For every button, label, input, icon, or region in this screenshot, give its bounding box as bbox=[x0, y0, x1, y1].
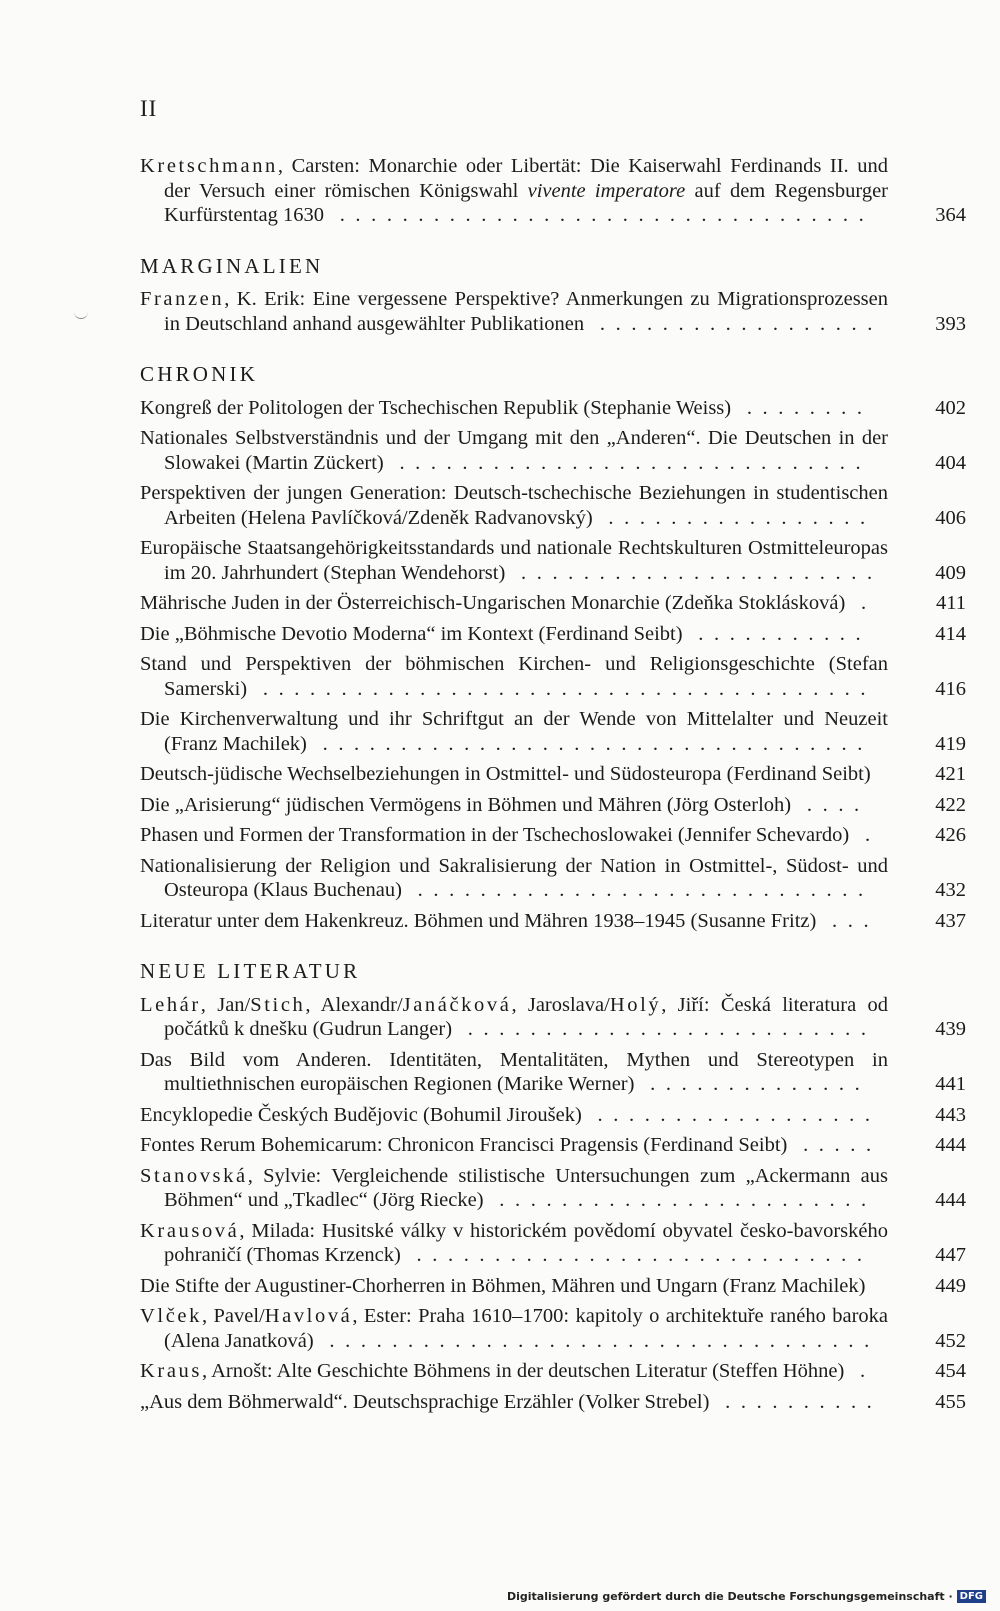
entry-title bbox=[140, 1360, 876, 1382]
entry-title bbox=[140, 763, 871, 785]
toc-entry[interactable] bbox=[140, 1048, 966, 1097]
toc-entry[interactable] bbox=[140, 707, 966, 756]
dfg-logo: DFG bbox=[957, 1590, 986, 1603]
dot-leader: .............. bbox=[634, 1073, 871, 1095]
dot-leader: ........................ bbox=[483, 1189, 877, 1211]
entry-text: Das Bild vom Anderen. Identitäten, Mentalitäten, Mythen und Stereotypen in multiethnischen europäischen Regionen (Marike Werner) bbox=[140, 1048, 888, 1095]
entry-text: Die „Arisierung“ jüdischen Vermögens in Böhmen und Mähren (Jörg Osterloh) bbox=[140, 793, 792, 816]
entry-page-number: 409 bbox=[935, 561, 966, 584]
entry-page-number: 364 bbox=[935, 204, 966, 226]
toc-entry[interactable] bbox=[140, 1390, 966, 1415]
entry-text: vivente imperatore bbox=[527, 179, 686, 202]
entry-page-number: 393 bbox=[935, 312, 966, 335]
entry-title bbox=[140, 1134, 882, 1156]
toc-entry[interactable] bbox=[140, 426, 966, 475]
toc-entry[interactable] bbox=[140, 1103, 966, 1128]
toc-entry[interactable] bbox=[140, 591, 966, 616]
dot-leader: ....................................... bbox=[247, 677, 877, 700]
entry-text: Nationalisierung der Religion und Sakralisierung der Nation in Ostmittel-, Südost- und Osteuropa (Klaus Buchenau) bbox=[140, 854, 888, 901]
entry-text: , Pavel/ bbox=[201, 1305, 265, 1327]
entry-page-number: 447 bbox=[935, 1244, 966, 1266]
entry-page-number: 444 bbox=[935, 1189, 966, 1211]
entry-author: Lehár bbox=[140, 993, 201, 1016]
entry-text: Die „Böhmische Devotio Moderna“ im Kontext (Ferdinand Seibt) bbox=[140, 622, 683, 645]
toc-entry[interactable] bbox=[140, 481, 966, 530]
entry-text: , Ester: Praha 1610–1700: kapitoly o architektuře raného baroka (Alena Janatková) bbox=[164, 1305, 888, 1352]
toc-entry[interactable] bbox=[140, 1219, 966, 1268]
entry-text: , Milada: Husitské války v historickém povědomí obyvatel česko-bavorského pohraničí (Thomas Krzenck) bbox=[164, 1219, 888, 1266]
dot-leader: ................. bbox=[592, 506, 876, 529]
entry-text: Stand und Perspektiven der böhmischen Kirchen- und Religionsgeschichte (Stefan Samerski) bbox=[140, 653, 888, 700]
entry-page-number: 439 bbox=[935, 1018, 966, 1040]
entry-text: Literatur unter dem Hakenkreuz. Böhmen und Mähren 1938–1945 (Susanne Fritz) bbox=[140, 909, 817, 932]
entry-page-number: 437 bbox=[935, 909, 966, 932]
entry-text: Die Stifte der Augustiner-Chorherren in Böhmen, Mähren und Ungarn (Franz Machilek) bbox=[140, 1274, 866, 1297]
dot-leader: ... bbox=[816, 909, 880, 932]
dot-leader: ........... bbox=[682, 622, 872, 645]
entry-author: Stich bbox=[250, 993, 306, 1016]
entry-title bbox=[140, 994, 888, 1041]
entry-title bbox=[140, 288, 888, 335]
entry-page-number: 454 bbox=[935, 1360, 966, 1382]
entry-page-number: 452 bbox=[935, 1329, 966, 1352]
entry-author: Krausová bbox=[140, 1219, 240, 1242]
toc-entry[interactable] bbox=[140, 1359, 966, 1384]
entry-title bbox=[140, 537, 888, 584]
entry-text: , Jaroslava/ bbox=[511, 993, 610, 1016]
entry-page-number: 411 bbox=[936, 592, 966, 614]
entry-title bbox=[140, 427, 888, 474]
dot-leader: ................................... bbox=[313, 1329, 880, 1352]
dot-leader: ....................... bbox=[505, 561, 883, 584]
dot-leader: ................................... bbox=[306, 732, 873, 755]
entry-text: Die Kirchenverwaltung und ihr Schriftgut an der Wende von Mittelalter und Neuzeit (Franz Machilek) bbox=[140, 708, 888, 755]
entry-title bbox=[140, 910, 879, 932]
toc-entry[interactable] bbox=[140, 1133, 966, 1158]
toc-entry[interactable] bbox=[140, 287, 966, 336]
dot-leader: . bbox=[844, 1360, 876, 1382]
entry-page-number: 416 bbox=[935, 677, 966, 700]
entry-page-number: 422 bbox=[935, 793, 966, 816]
entry-text: , K. Erik: Eine vergessene Perspektive? Anmerkungen zu Migrationsprozessen in Deutschland anhand ausgewählter Publikationen bbox=[164, 288, 888, 335]
entry-text: Fontes Rerum Bohemicarum: Chronicon Francisci Pragensis (Ferdinand Seibt) bbox=[140, 1134, 788, 1156]
entry-text: , Jiří: Česká literatura od počátků k dnešku (Gudrun Langer) bbox=[164, 993, 888, 1040]
entry-author: Franzen bbox=[140, 288, 225, 310]
entry-title bbox=[140, 155, 888, 226]
entry-title bbox=[140, 1220, 888, 1267]
entry-text: , Alexandr/ bbox=[305, 993, 403, 1016]
entry-text: , Carsten: Monarchie oder Libertät: Die Kaiserwahl Ferdinands II. und der Versuch einer römischen Königswahl bbox=[164, 155, 888, 202]
toc-entry[interactable] bbox=[140, 854, 966, 903]
toc-entry[interactable] bbox=[140, 1304, 966, 1353]
entry-text: Europäische Staatsangehörigkeitsstandards und nationale Rechtskulturen Ostmitteleuropas im 20. Jahrhundert (Stephan Wendehorst) bbox=[140, 537, 888, 584]
toc-entry[interactable] bbox=[140, 536, 966, 585]
toc-entry[interactable] bbox=[140, 1164, 966, 1213]
entry-page-number: 444 bbox=[935, 1134, 966, 1156]
entry-title bbox=[140, 855, 888, 902]
entry-page-number: 449 bbox=[935, 1274, 966, 1297]
entry-text: Nationales Selbstverständnis und der Umgang mit den „Anderen“. Die Deutschen in der Slowakei (Martin Zückert) bbox=[140, 427, 888, 474]
entry-page-number: 402 bbox=[935, 396, 966, 419]
entry-text: Deutsch-jüdische Wechselbeziehungen in Ostmittel- und Südosteuropa (Ferdinand Seibt) bbox=[140, 763, 871, 785]
entry-text: Kongreß der Politologen der Tschechischen Republik (Stephanie Weiss) bbox=[140, 396, 732, 419]
entry-title bbox=[140, 623, 871, 645]
entry-page-number: 426 bbox=[935, 824, 966, 846]
toc-entry[interactable] bbox=[140, 1274, 966, 1299]
digitization-footer bbox=[507, 1590, 986, 1603]
entry-page-number: 406 bbox=[935, 506, 966, 529]
entry-title bbox=[140, 592, 877, 614]
entry-title bbox=[140, 397, 873, 419]
footer-text: Digitalisierung gefördert durch die Deutsche Forschungsgemeinschaft · bbox=[506, 1590, 953, 1603]
entry-title bbox=[140, 824, 881, 846]
entry-page-number: 443 bbox=[935, 1103, 966, 1126]
section-heading: CHRONIK bbox=[140, 362, 259, 386]
dot-leader: .......... bbox=[709, 1390, 883, 1413]
entry-text: auf dem Regensburger Kurfürstentag 1630 bbox=[164, 179, 888, 226]
toc-entry[interactable] bbox=[140, 652, 966, 701]
entry-page-number: 432 bbox=[935, 879, 966, 901]
entry-text: Perspektiven der jungen Generation: Deutsch-tschechische Beziehungen in studentischen Arbeiten (Helena Pavlíčková/Zdeněk Radvanovský) bbox=[140, 482, 888, 529]
toc-entry[interactable] bbox=[140, 154, 966, 228]
toc-entry[interactable] bbox=[140, 622, 966, 647]
entry-title bbox=[140, 1104, 881, 1126]
entry-title bbox=[140, 708, 888, 755]
section-heading: MARGINALIEN bbox=[140, 253, 324, 278]
entry-text: „Aus dem Böhmerwald“. Deutschsprachige Erzähler (Volker Strebel) bbox=[140, 1390, 710, 1413]
toc-entry[interactable] bbox=[140, 909, 966, 934]
entry-title bbox=[140, 1275, 865, 1297]
entry-author: Holý bbox=[609, 993, 662, 1016]
toc-entry[interactable] bbox=[140, 396, 966, 421]
entry-text: Mährische Juden in der Österreichisch-Ungarischen Monarchie (Zdeňka Stoklásková) bbox=[140, 592, 846, 614]
entry-title bbox=[140, 653, 888, 700]
entry-text: , Jan/ bbox=[200, 993, 251, 1016]
entry-text: Phasen und Formen der Transformation in der Tschechoslowakei (Jennifer Schevardo) bbox=[140, 824, 850, 846]
dot-leader: .... bbox=[791, 793, 870, 816]
entry-text: , Arnošt: Alte Geschichte Böhmens in der deutschen Literatur (Steffen Höhne) bbox=[201, 1360, 845, 1382]
entry-page-number: 404 bbox=[935, 451, 966, 474]
toc-entry[interactable] bbox=[140, 993, 966, 1042]
dot-leader: . bbox=[849, 824, 881, 846]
toc-entry[interactable] bbox=[140, 823, 966, 848]
entry-page-number: 441 bbox=[935, 1073, 966, 1095]
entry-author: Vlček bbox=[140, 1305, 202, 1327]
entry-author: Janáčková bbox=[402, 993, 512, 1016]
toc-entry[interactable] bbox=[140, 762, 966, 787]
dot-leader: .................................. bbox=[323, 204, 875, 226]
dot-leader: ........ bbox=[731, 396, 873, 419]
entry-author: Stanovská bbox=[140, 1164, 248, 1187]
entry-text: , Sylvie: Vergleichende stilistische Untersuchungen zum „Ackermann aus Böhmen“ und „Tkadlec“ (Jörg Riecke) bbox=[164, 1164, 888, 1211]
entry-author: Kraus bbox=[140, 1360, 202, 1382]
dot-leader: ............................. bbox=[401, 879, 874, 901]
dot-leader: .................. bbox=[581, 1103, 881, 1126]
section-heading: NEUE LITERATUR bbox=[140, 959, 361, 983]
entry-title bbox=[140, 1305, 888, 1352]
toc-entry[interactable] bbox=[140, 793, 966, 818]
entry-title bbox=[140, 1165, 888, 1212]
entry-title bbox=[140, 1049, 888, 1096]
entry-title bbox=[140, 482, 888, 529]
page-number: II bbox=[140, 96, 158, 121]
dot-leader: .................. bbox=[584, 312, 883, 335]
table-of-contents bbox=[140, 154, 966, 1420]
entry-title bbox=[140, 1391, 882, 1413]
entry-page-number: 414 bbox=[935, 622, 966, 645]
entry-author: Kretschmann bbox=[140, 155, 278, 177]
entry-title bbox=[140, 794, 870, 816]
dot-leader: . bbox=[845, 592, 877, 614]
entry-page-number: 419 bbox=[935, 732, 966, 755]
dot-leader: ............................. bbox=[400, 1244, 873, 1266]
dot-leader: ..... bbox=[787, 1134, 882, 1156]
entry-text: Encyklopedie Českých Budějovic (Bohumil Jiroušek) bbox=[140, 1103, 582, 1126]
entry-page-number: 455 bbox=[935, 1390, 966, 1413]
dot-leader: .............................. bbox=[383, 451, 872, 474]
entry-author: Havlová bbox=[264, 1305, 353, 1327]
dot-leader: .......................... bbox=[452, 1018, 877, 1040]
entry-page-number: 421 bbox=[935, 763, 966, 785]
margin-pencil-mark bbox=[74, 312, 88, 319]
